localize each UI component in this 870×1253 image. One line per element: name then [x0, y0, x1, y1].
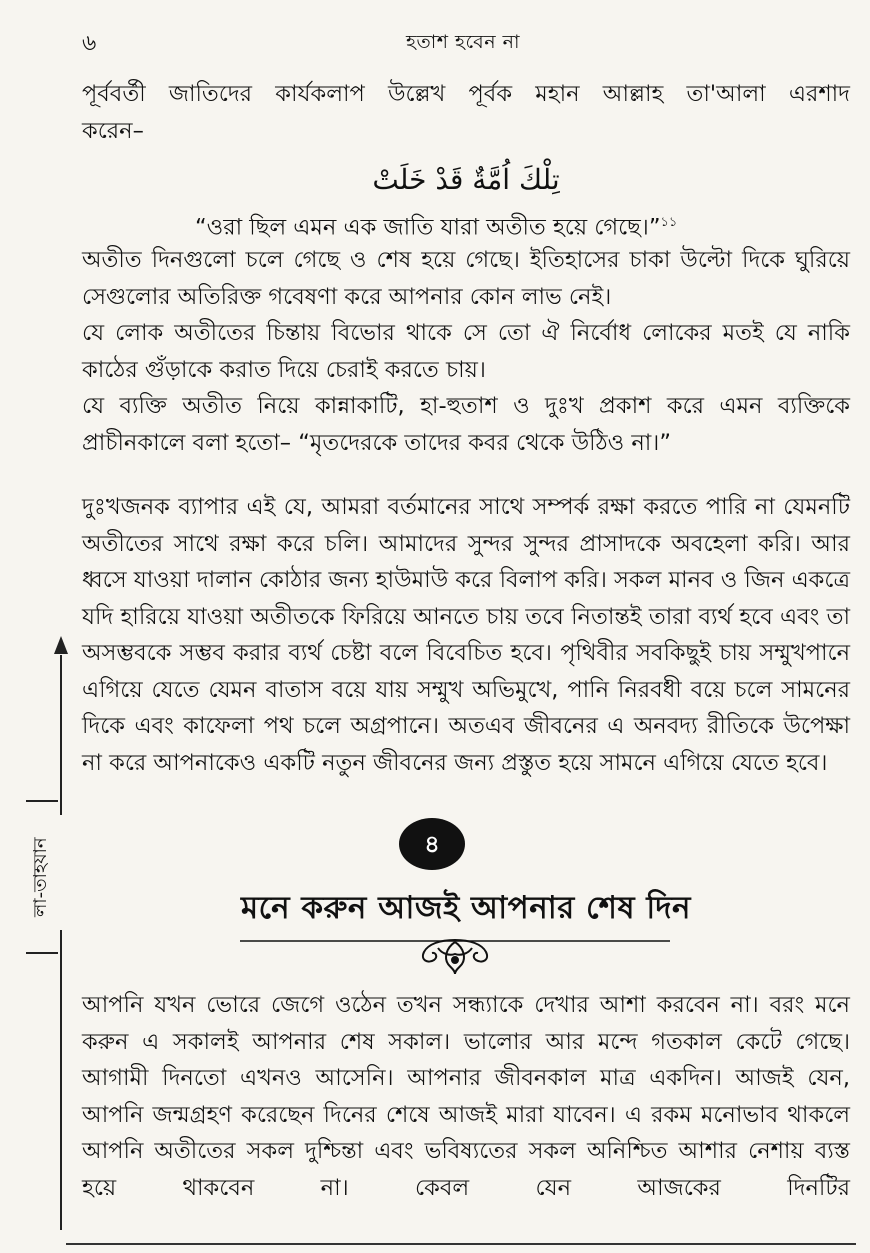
- chapter-title: মনে করুন আজই আপনার শেষ দিন: [240, 890, 692, 926]
- top-paragraphs: [82, 242, 850, 461]
- intro-line-1: পূর্ববর্তী জাতিদের কার্যকলাপ উল্লেখ পূর্বক মহান আল্লাহ তা'আলা এরশাদ: [82, 81, 850, 107]
- paragraph-present: দুঃখজনক ব্যাপার এই যে, আমরা বর্তমানের সাথে সম্পর্ক রক্ষা করতে পারি না যেমনটি অতীতের সাথে রক্ষা করে চলি। আমাদের সুন্দর সুন্দর প্রাসাদকে অবহেলা করি। আর ধ্বসে যাওয়া দালান কোঠার জন্য হাউমাউ করে বিলাপ করি। সকল মানব ও জিন একত্রে যদি হারিয়ে যাওয়া অতীতকে ফিরিয়ে আনতে চায় তবে নিতান্তই তারা ব্যর্থ হবে এবং তা অসম্ভবকে সম্ভব করার ব্যর্থ চেষ্টা বলে বিবেচিত হবে। পৃথিবীর সবকিছুই চায় সম্মুখপানে এগিয়ে যেতে যেমন বাতাস বয়ে যায় সম্মুখ অভিমুখে, পানি নিরবধী বয়ে চলে সামনের দিকে এবং কাফেলা পথ চলে অগ্রপানে। অতএব জীবনের এ অনবদ্য রীতিকে উপেক্ষা না করে আপনাকেও একটি নতুন জীবনের জন্য প্রস্তুত হয়ে সামনে এগিয়ে যেতে হবে।: [82, 494, 850, 776]
- arabic-verse: تِلْكَ اُمَّةٌ قَدْ خَلَتْ: [372, 163, 560, 196]
- intro-paragraph: [82, 76, 850, 149]
- page-number: ৬: [82, 31, 97, 56]
- paragraph-past-days: অতীত দিনগুলো চলে গেছে ও শেষ হয়ে গেছে। ইতিহাসের চাকা উল্টো দিকে ঘুরিয়ে সেগুলোর অতিরিক্ত গবেষণা করে আপনার কোন লাভ নেই।: [82, 247, 850, 310]
- divider-ornament-icon: [240, 928, 670, 978]
- paragraph-lament: যে ব্যক্তি অতীত নিয়ে কান্নাকাটি, হা-হুতাশ ও দুঃখ প্রকাশ করে এমন ব্যক্তিকে প্রাচীনকালে বলা হতো– “মৃতদেরকে তাদের কবর থেকে উঠিও না।”: [82, 393, 850, 456]
- intro-line-2: করেন–: [82, 117, 144, 144]
- side-margin-line: [60, 655, 62, 815]
- paragraph-foolish-man: যে লোক অতীতের চিন্তায় বিভোর থাকে সে তো ঐ নির্বোধ লোকের মতই যে নাকি কাঠের গুঁড়াকে করাত দিয়ে চেরাই করতে চায়।: [82, 320, 850, 383]
- running-title: হতাশ হবেন না: [406, 31, 520, 53]
- bottom-paragraph: [82, 987, 850, 1206]
- side-book-label: লা-তাহযান: [26, 800, 58, 954]
- translation-text: “ওরা ছিল এমন এক জাতি যারা অতীত হয়ে গেছে।”: [195, 214, 661, 241]
- page-header: [78, 26, 848, 58]
- side-margin-line-lower: [60, 930, 62, 1230]
- verse-translation: [195, 208, 795, 243]
- paragraph-last-day: আপনি যখন ভোরে জেগে ওঠেন তখন সন্ধ্যাকে দেখার আশা করবেন না। বরং মনে করুন এ সকালই আপনার শেষ সকাল। ভালোর আর মন্দে গতকাল কেটে গেছে। আগামী দিনতো এখনও আসেনি। আপনার জীবনকাল মাত্র একদিন। আজই যেন, আপনি জন্মগ্রহণ করেছেন দিনের শেষে আজই মারা যাবেন। এ রকম মনোভাব থাকলে আপনি অতীতের সকল দুশ্চিন্তা এবং ভবিষ্যতের সকল অনিশ্চিত আশার নেশায় ব্যস্ত হয়ে থাকবেন না। কেবল যেন আজকের দিনটির: [82, 992, 850, 1201]
- chapter-number-badge: ৪: [399, 818, 465, 870]
- main-paragraph: [82, 489, 850, 781]
- footnote-ref: ১১: [660, 215, 678, 230]
- side-arrow-icon: [54, 636, 68, 654]
- bottom-rule: [66, 1243, 856, 1245]
